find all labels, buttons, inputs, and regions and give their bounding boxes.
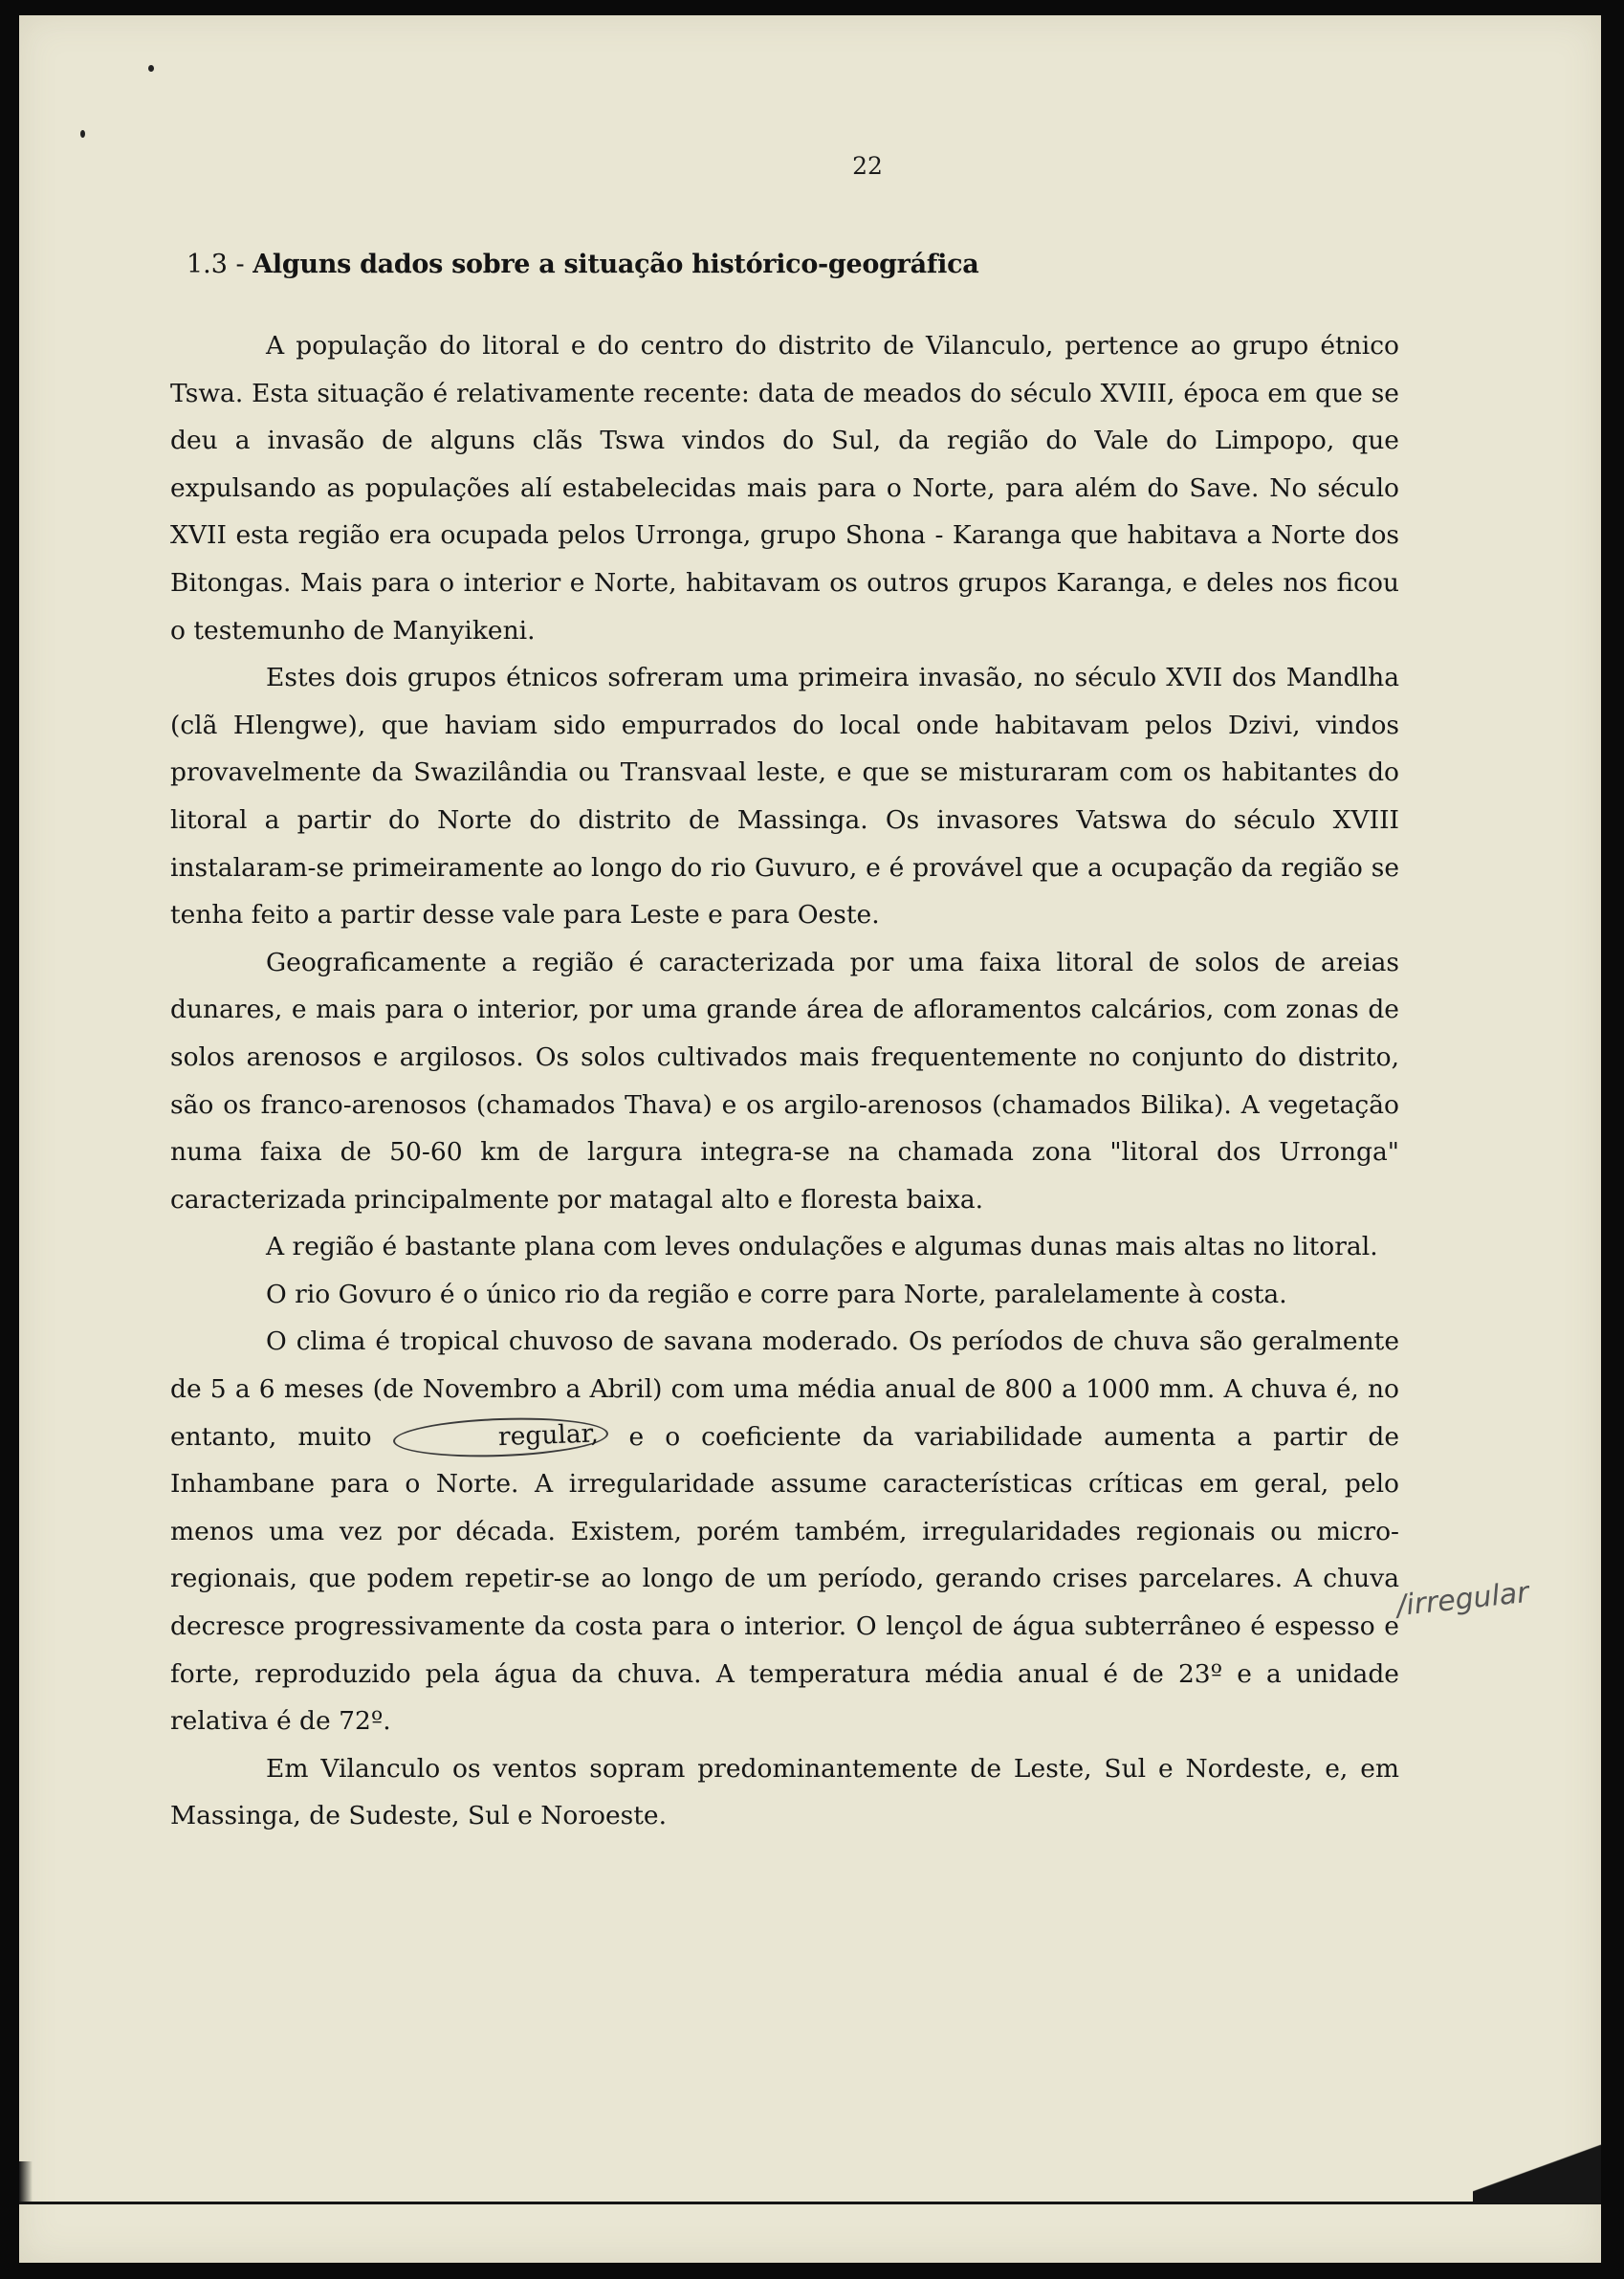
climate-text-before: O clima é tropical chuvoso de savana moderado. Os períodos de chuva são geralmente de 5 a 6 meses (de Novembro a Abril) com uma média anual de 800 a 1000 mm. A chuva é, no entanto, muito <box>170 1326 1399 1452</box>
paragraph-population: A população do litoral e do centro do distrito de Vilanculo, pertence ao grupo étnico Tswa. Esta situação é relativamente recente: data de meados do século XVIII, época em que se deu a invasão de alguns clãs Tswa vindos do Sul, da região do Vale do Limpopo, que expulsando as populações alí estabelecidas mais para o Norte, para além do Save. No século XVII esta região era ocupada pelos Urronga, grupo Shona - Karanga que habitava a Norte dos Bitongas. Mais para o interior e Norte, habitavam os outros grupos Karanga, e deles nos ficou o testemunho de Manyikeni. <box>170 331 1399 646</box>
ink-speck <box>148 65 154 72</box>
section-title: Alguns dados sobre a situação histórico-geográfica <box>252 250 979 279</box>
paragraph-climate <box>170 1318 1399 1744</box>
scan-edge-mark-left <box>19 2161 33 2203</box>
page-number: 22 <box>852 152 883 180</box>
paragraph-relief: A região é bastante plana com leves ondulações e algumas dunas mais altas no litoral. <box>266 1232 1378 1262</box>
bottom-rule <box>19 2202 1601 2204</box>
climate-text-after: e o coeficiente da variabilidade aumenta a partir de Inhambane para o Norte. A irregularidade assume características críticas em geral, pelo menos uma vez por década. Existem, porém também, irregularidades regionais ou micro-regionais, que podem repetir-se ao longo de um período, gerando crises parcelares. A chuva decresce progressivamente da costa para o interior. O lençol de água subterrâneo é espesso e forte, reproduzido pela água da chuva. A temperatura média anual é de 23º e a unidade relativa é de 72º. <box>170 1421 1399 1737</box>
scan-edge-mark-right <box>1473 2142 1601 2203</box>
paragraph-winds: Em Vilanculo os ventos sopram predominantemente de Leste, Sul e Nordeste, e, em Massinga, de Sudeste, Sul e Noroeste. <box>170 1753 1399 1831</box>
body-text <box>170 322 1399 1840</box>
ink-speck <box>80 130 85 138</box>
paragraph-river: O rio Govuro é o único rio da região e corre para Norte, paralelamente à costa. <box>266 1279 1287 1309</box>
circled-word: regular, <box>392 1414 608 1460</box>
section-heading <box>187 250 978 279</box>
paragraph-invasions: Estes dois grupos étnicos sofreram uma primeira invasão, no século XVII dos Mandlha (clã Hlengwe), que haviam sido empurrados do local onde habitavam pelos Dzivi, vindos provavelmente da Swazilândia ou Transvaal leste, e que se misturaram com os habitantes do litoral a partir do Norte do distrito de Massinga. Os invasores Vatswa do século XVIII instalaram-se primeiramente ao longo do rio Guvuro, e é provável que a ocupação da região se tenha feito a partir desse vale para Leste e para Oeste. <box>170 663 1399 931</box>
handwritten-margin-note: /irregular <box>1394 1575 1531 1624</box>
section-number: 1.3 - <box>187 250 253 279</box>
paragraph-geography: Geograficamente a região é caracterizada por uma faixa litoral de solos de areias dunares, e mais para o interior, por uma grande área de afloramentos calcários, com zonas de solos arenosos e argilosos. Os solos cultivados mais frequentemente no conjunto do distrito, são os franco-arenosos (chamados Thava) e os argilo-arenosos (chamados Bilika). A vegetação numa faixa de 50-60 km de largura integra-se na chamada zona "litoral dos Urronga" caracterizada principalmente por matagal alto e floresta baixa. <box>170 947 1399 1215</box>
